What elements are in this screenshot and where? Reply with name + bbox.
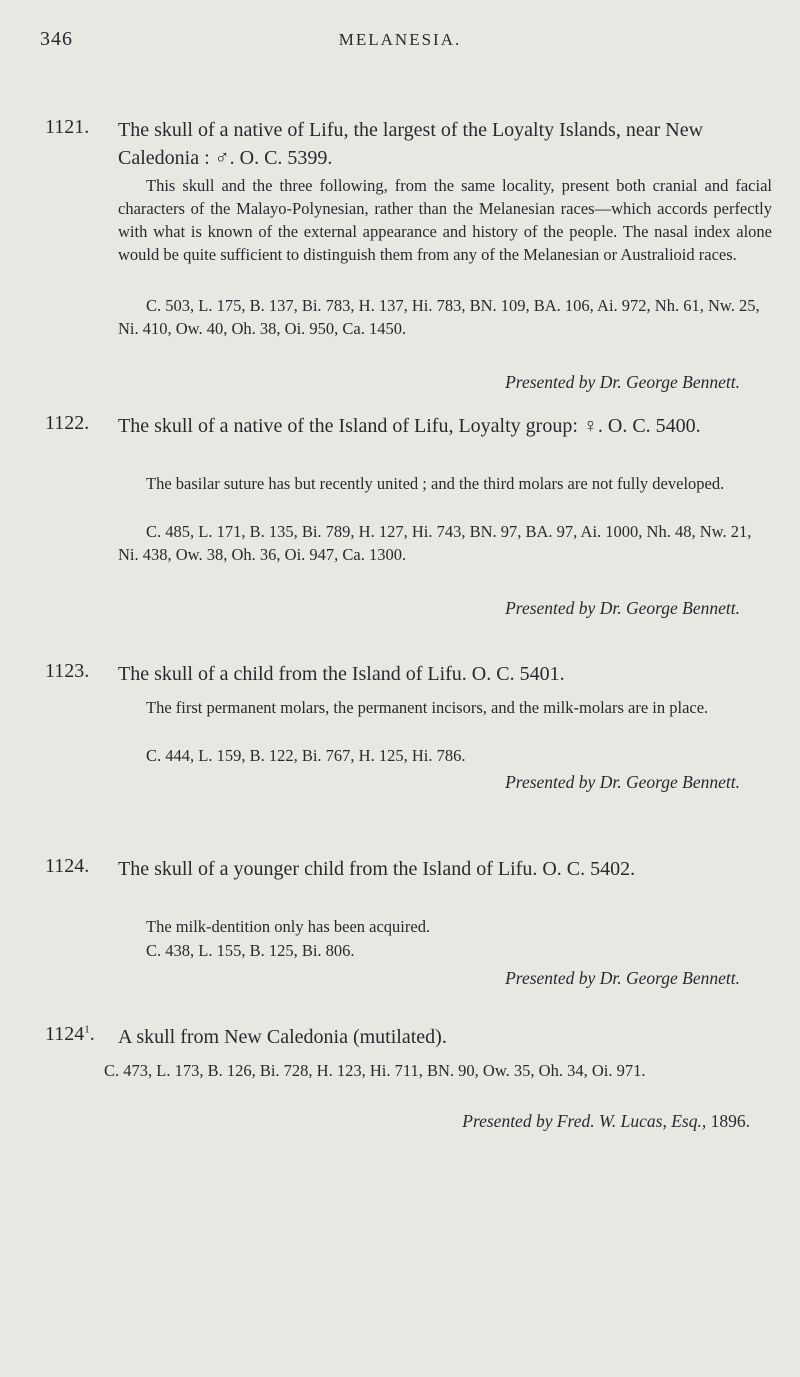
- entry-donor: [462, 1111, 750, 1132]
- page-number: 346: [40, 28, 73, 50]
- entry-number: 1124.: [45, 855, 90, 877]
- entry-donor: Presented by Dr. George Bennett.: [505, 772, 740, 792]
- entry-number: 1123.: [45, 660, 90, 682]
- entry-description: The milk-dentition only has been acquired.: [146, 917, 431, 936]
- entry-donor-text: Presented by Fred. W. Lucas, Esq.,: [462, 1111, 707, 1131]
- entry-description: The basilar suture has but recently united ; and the third molars are not fully developed.: [146, 474, 725, 493]
- entry-number: 1122.: [45, 412, 90, 434]
- entry-measurements: C. 438, L. 155, B. 125, Bi. 806.: [146, 941, 355, 960]
- entry-heading: A skull from New Caledonia (mutilated).: [118, 1026, 447, 1048]
- entry-measurements: C. 444, L. 159, B. 122, Bi. 767, H. 125, Hi. 786.: [146, 746, 466, 765]
- entry-heading: The skull of a younger child from the Island of Lifu. O. C. 5402.: [118, 858, 636, 880]
- entry-heading: The skull of a native of the Island of Lifu, Loyalty group: ♀. O. C. 5400.: [118, 415, 701, 437]
- entry-heading: The skull of a native of Lifu, the largest of the Loyalty Islands, near New Caledonia : ♂. O. C. 5399.: [118, 119, 704, 169]
- entry-number-suffix: .: [89, 1023, 95, 1045]
- entry-donor: Presented by Dr. George Bennett.: [505, 372, 740, 392]
- entry-measurements: C. 473, L. 173, B. 126, Bi. 728, H. 123, Hi. 711, BN. 90, Ow. 35, Oh. 34, Oi. 971.: [104, 1061, 646, 1080]
- entry-measurements: C. 485, L. 171, B. 135, Bi. 789, H. 127, Hi. 743, BN. 97, BA. 97, Ai. 1000, Nh. 48, Nw. 21, Ni. 438, Ow. 38, Oh. 36, Oi. 947, Ca. 1300.: [118, 522, 752, 564]
- entry-number-superscript: 1: [84, 1023, 90, 1036]
- entry-donor: Presented by Dr. George Bennett.: [505, 968, 740, 988]
- entry-description: The first permanent molars, the permanent incisors, and the milk-molars are in place.: [146, 698, 709, 717]
- entry-number: [45, 1023, 95, 1046]
- entry-measurements: C. 503, L. 175, B. 137, Bi. 783, H. 137, Hi. 783, BN. 109, BA. 106, Ai. 972, Nh. 61, Nw. 25, Ni. 410, Ow. 40, Oh. 38, Oi. 950, Ca. 1450.: [118, 296, 760, 338]
- entry-donor-year: 1896.: [710, 1111, 750, 1131]
- entry-number-main: 1124: [45, 1023, 85, 1045]
- entry-number: 1121.: [45, 116, 90, 138]
- running-head: MELANESIA.: [338, 30, 462, 49]
- entry-heading: The skull of a child from the Island of Lifu. O. C. 5401.: [118, 663, 565, 685]
- entry-donor: Presented by Dr. George Bennett.: [505, 598, 740, 618]
- entry-description: This skull and the three following, from the same locality, present both cranial and facial characters of the Malayo-Polynesian, rather than the Melanesian races—which accords perfectly with what is known of the external appearance and history of the people. The nasal index alone would be quite sufficient to distinguish them from any of the Melanesian or Australioid races.: [118, 176, 772, 264]
